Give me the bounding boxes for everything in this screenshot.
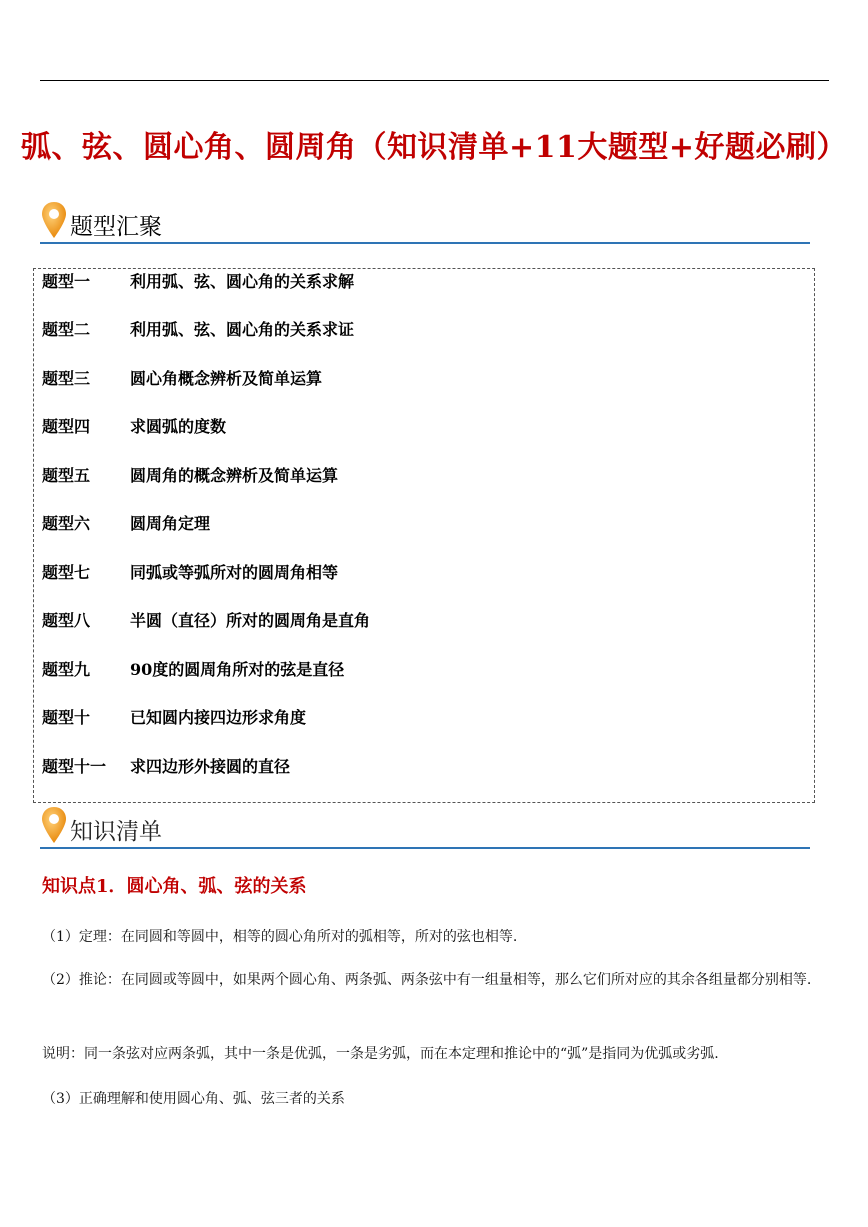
type-number: 题型十一 xyxy=(42,757,107,776)
list-item xyxy=(42,755,290,779)
type-name: 利用弧、弦、圆心角的关系求证 xyxy=(130,320,355,339)
type-number: 题型十 xyxy=(42,708,91,727)
type-name: 利用弧、弦、圆心角的关系求解 xyxy=(130,272,355,291)
type-number: 题型五 xyxy=(42,466,91,485)
type-name: 已知圆内接四边形求角度 xyxy=(130,708,307,727)
type-name: 半圆（直径）所对的圆周角是直角 xyxy=(130,611,371,630)
list-item xyxy=(42,609,370,633)
list-item xyxy=(42,415,226,439)
type-name: 圆心角概念辨析及简单运算 xyxy=(130,369,323,388)
type-number: 题型四 xyxy=(42,417,91,436)
type-name: 同弧或等弧所对的圆周角相等 xyxy=(130,563,339,582)
list-item xyxy=(42,706,306,730)
question-types-list xyxy=(33,268,815,803)
map-pin-icon xyxy=(40,200,68,240)
usage-paragraph: （3）正确理解和使用圆心角、弧、弦三者的关系 xyxy=(42,1091,345,1107)
list-item xyxy=(42,512,210,536)
section-summary-header xyxy=(40,200,810,244)
type-number: 题型七 xyxy=(42,563,91,582)
type-name: 求圆弧的度数 xyxy=(130,417,227,436)
type-number: 题型八 xyxy=(42,611,91,630)
type-number: 题型三 xyxy=(42,369,91,388)
type-name: 求四边形外接圆的直径 xyxy=(130,757,291,776)
list-item xyxy=(42,464,338,488)
note-paragraph: 说明：同一条弦对应两条弧，其中一条是优弧，一条是劣弧，而在本定理和推论中的“弧”是指同为优弧或劣弧. xyxy=(42,1046,719,1062)
section-knowledge-header xyxy=(40,805,810,849)
theorem-paragraph: （1）定理：在同圆和等圆中，相等的圆心角所对的弧相等，所对的弦也相等. xyxy=(42,929,518,945)
type-number: 题型二 xyxy=(42,320,91,339)
list-item xyxy=(42,318,354,342)
type-number: 题型一 xyxy=(42,272,91,291)
list-item xyxy=(42,270,354,294)
list-item xyxy=(42,367,322,391)
page-title: 弧、弦、圆心角、圆周角（知识清单+11大题型+好题必刷） xyxy=(20,130,848,165)
section-summary-title: 题型汇聚 xyxy=(70,214,162,240)
type-number: 题型六 xyxy=(42,514,91,533)
map-pin-icon xyxy=(40,805,68,845)
header-rule xyxy=(40,80,829,81)
list-item xyxy=(42,658,344,682)
type-name: 90度的圆周角所对的弦是直径 xyxy=(130,660,345,679)
knowledge-point-title: 知识点1．圆心角、弧、弦的关系 xyxy=(42,876,307,897)
section-knowledge-title: 知识清单 xyxy=(70,819,162,845)
list-item xyxy=(42,561,338,585)
type-number: 题型九 xyxy=(42,660,91,679)
corollary-paragraph: （2）推论：在同圆或等圆中，如果两个圆心角、两条弧、两条弦中有一组量相等，那么它们所对应的其余各组量都分别相等. xyxy=(42,972,812,988)
type-name: 圆周角定理 xyxy=(130,514,211,533)
type-name: 圆周角的概念辨析及简单运算 xyxy=(130,466,339,485)
